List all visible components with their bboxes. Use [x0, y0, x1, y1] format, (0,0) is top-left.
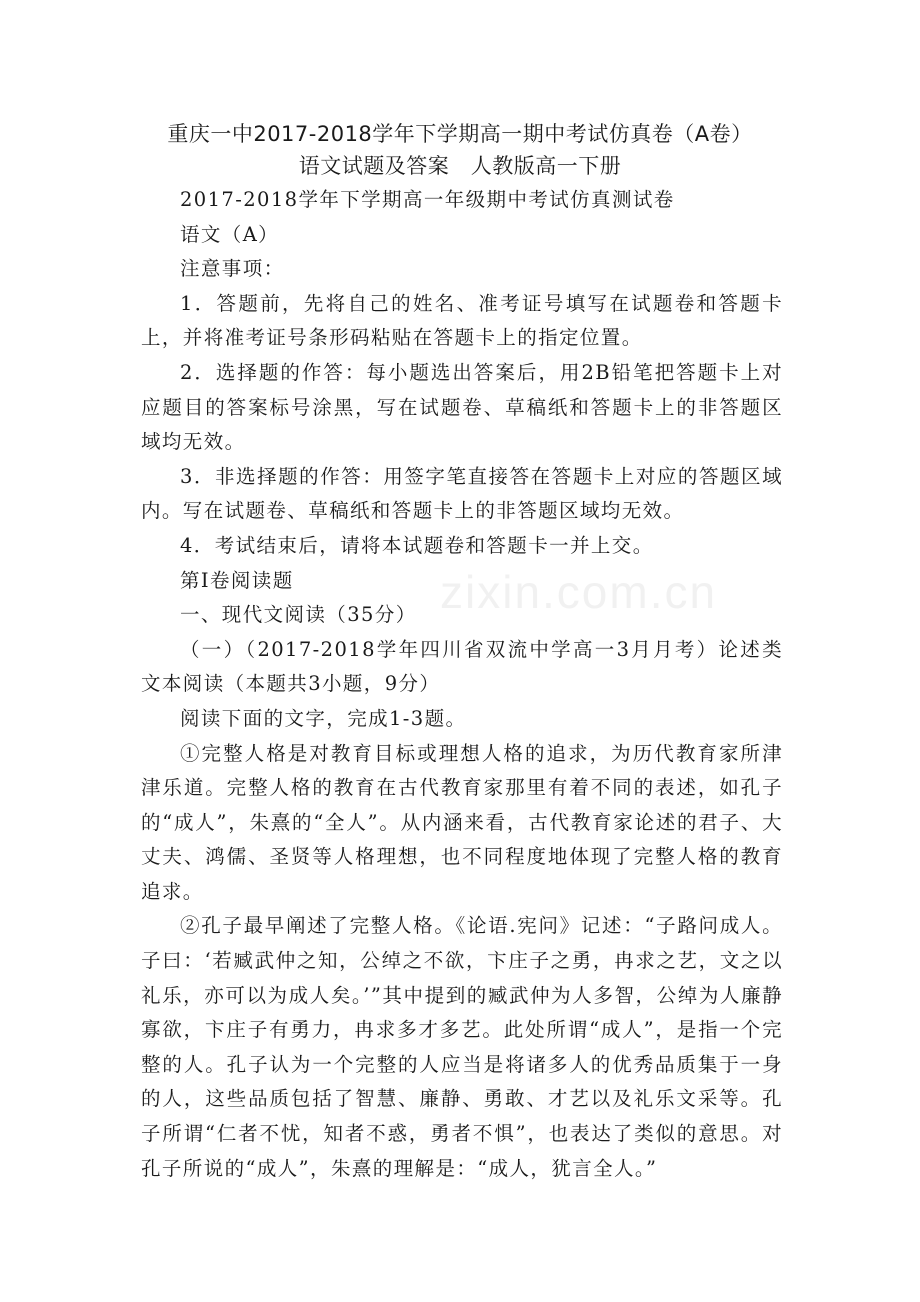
- document-body: [141, 183, 783, 1186]
- notice-item-2: 2．选择题的作答：每小题选出答案后，用2B铅笔把答题卡上对应题目的答案标号涂黑，写在试题卷、草稿纸和答题卡上的非答题区域均无效。: [141, 360, 783, 454]
- notice-item-1: 1．答题前，先将自己的姓名、准考证号填写在试题卷和答题卡上，并将准考证号条形码粘贴在答题卡上的指定位置。: [141, 291, 783, 350]
- notice-item-3: 3．非选择题的作答：用签字笔直接答在答题卡上对应的答题区域内。写在试题卷、草稿纸和答题卡上的非答题区域均无效。: [141, 464, 783, 523]
- section-heading: 一、现代文阅读（35分）: [180, 603, 417, 627]
- watermark: zixin.com.cn: [440, 566, 718, 618]
- passage-paragraph-2: ②孔子最早阐述了完整人格。《论语.宪问》记述：“子路问成人。子曰：‘若臧武仲之知，公绰之不欲，卞庄子之勇，冉求之艺，文之以礼乐，亦可以为成人矣。’”其中提到的臧武仲为人多智，公绰为人廉静寡欲，卞庄子有勇力，冉求多才多艺。此处所谓“成人”，是指一个完整的人。孔子认为一个完整的人应当是将诸多人的优秀品质集于一身的人，这些品质包括了智慧、廉静、勇敢、才艺以及礼乐文采等。孔子所谓“仁者不忧，知者不惑，勇者不惧”，也表达了类似的意思。对孔子所说的“成人”，朱熹的理解是：“成人，犹言全人。”: [141, 914, 783, 1180]
- subsection-heading: （一）（2017-2018学年四川省双流中学高一3月月考）论述类文本阅读（本题共3小题，9分）: [141, 637, 783, 696]
- notice-item-4: 4．考试结束后，请将本试题卷和答题卡一并上交。: [180, 533, 654, 557]
- passage-paragraph-1: ①完整人格是对教育目标或理想人格的追求，为历代教育家所津津乐道。完整人格的教育在古代教育家那里有着不同的表述，如孔子的“成人”，朱熹的“全人”。从内涵来看，古代教育家论述的君子、大丈夫、鸿儒、圣贤等人格理想，也不同程度地体现了完整人格的教育追求。: [141, 741, 783, 903]
- notice-heading: 注意事项：: [180, 257, 285, 281]
- part-heading: 第Ⅰ卷阅读题: [180, 568, 294, 592]
- subject-label: 语文（A）: [180, 222, 280, 246]
- exam-heading: 2017-2018学年下学期高一年级期中考试仿真测试卷: [180, 188, 675, 211]
- document-subtitle: 语文试题及答案 人教版高一下册: [298, 154, 622, 178]
- document-title: 重庆一中2017-2018学年下学期高一期中考试仿真卷（A卷）: [167, 122, 753, 146]
- reading-instruction: 阅读下面的文字，完成1-3题。: [180, 706, 467, 730]
